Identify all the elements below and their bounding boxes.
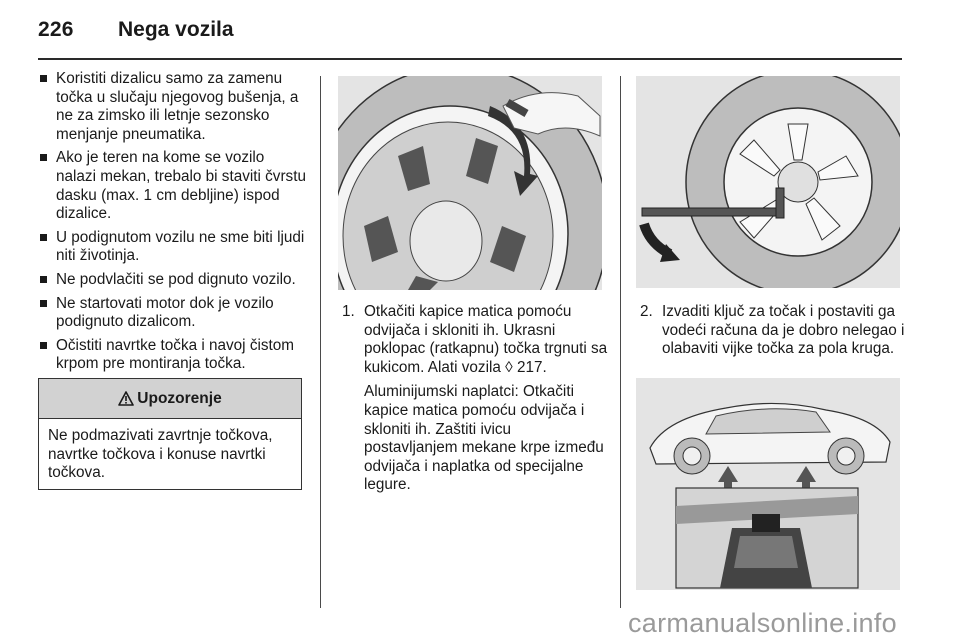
column-divider-left — [320, 76, 321, 608]
step-1-subtext: Aluminijumski naplatci: Otkačiti kapice matica pomoću odvijača i skloniti ih. Zaštiti ivicu postavljanjem mekane krpe između odvijača i naplatka od specijalne legure. — [364, 383, 604, 494]
bullet-list — [38, 70, 306, 374]
bullet-item: Koristiti dizalicu samo za zamenu točka u slučaju njegovog bušenja, a ne za zimsko ili letnje sezonsko menjanje pneumatika. — [38, 70, 306, 144]
page-reference-icon: ◊ — [505, 358, 513, 376]
bullet-item: Ne startovati motor dok je vozilo podignuto dizalicom. — [38, 295, 306, 332]
step-1-number: 1. — [342, 303, 355, 320]
page-title: Nega vozila — [118, 18, 234, 41]
page-number: 226 — [38, 18, 74, 41]
step-2-number: 2. — [640, 303, 653, 320]
warning-box — [38, 378, 302, 490]
warning-header — [39, 379, 301, 419]
bullet-square-icon — [40, 154, 47, 161]
header-rule — [38, 58, 902, 60]
car-jack-icon — [636, 378, 900, 590]
jack-point-illustration — [636, 378, 900, 590]
step-1 — [342, 303, 608, 495]
bullet-item: Ne podvlačiti se pod dignuto vozilo. — [38, 271, 306, 290]
wheel-wrench-illustration — [636, 76, 900, 288]
hubcap-removal-illustration — [338, 76, 602, 290]
bullet-square-icon — [40, 75, 47, 82]
page-header — [38, 14, 918, 58]
bullet-item: Očistiti navrtke točka i navoj čistom krpom pre montiranja točka. — [38, 337, 306, 374]
bullet-square-icon — [40, 276, 47, 283]
hubcap-wheel-icon — [338, 76, 602, 290]
column-1 — [38, 70, 306, 379]
bullet-square-icon — [40, 300, 47, 307]
step-1-text: Otkačiti kapice matica pomoću odvijača i skloniti ih. Ukrasni poklopac (ratkapnu) točka trgnuti sa kukicom. Alati vozila ◊ 217. — [364, 303, 608, 376]
bullet-item: U podignutom vozilu ne sme biti ljudi niti životinja. — [38, 229, 306, 266]
step-2-text: Izvaditi ključ za točak i postaviti ga vodeći računa da je dobro nelegao i olabaviti vijke točka za pola kruga. — [662, 303, 905, 358]
warning-text: Ne podmazivati zavrtnje točkova, navrtke točkova i konuse navrtki točkova. — [48, 427, 273, 482]
bullet-square-icon — [40, 234, 47, 241]
warning-title: Upozorenje — [137, 389, 222, 407]
column-divider-right — [620, 76, 621, 608]
page-reference: 217. — [516, 358, 547, 376]
bullet-item: Ako je teren na kome se vozilo nalazi mekan, trebalo bi staviti čvrstu dasku (max. 1 cm debljine) ispod dizalice. — [38, 149, 306, 223]
step-2 — [640, 303, 906, 359]
bullet-square-icon — [40, 342, 47, 349]
watermark: carmanualsonline.info — [628, 608, 897, 638]
wheel-wrench-icon — [636, 76, 900, 288]
warning-triangle-icon — [118, 391, 134, 406]
